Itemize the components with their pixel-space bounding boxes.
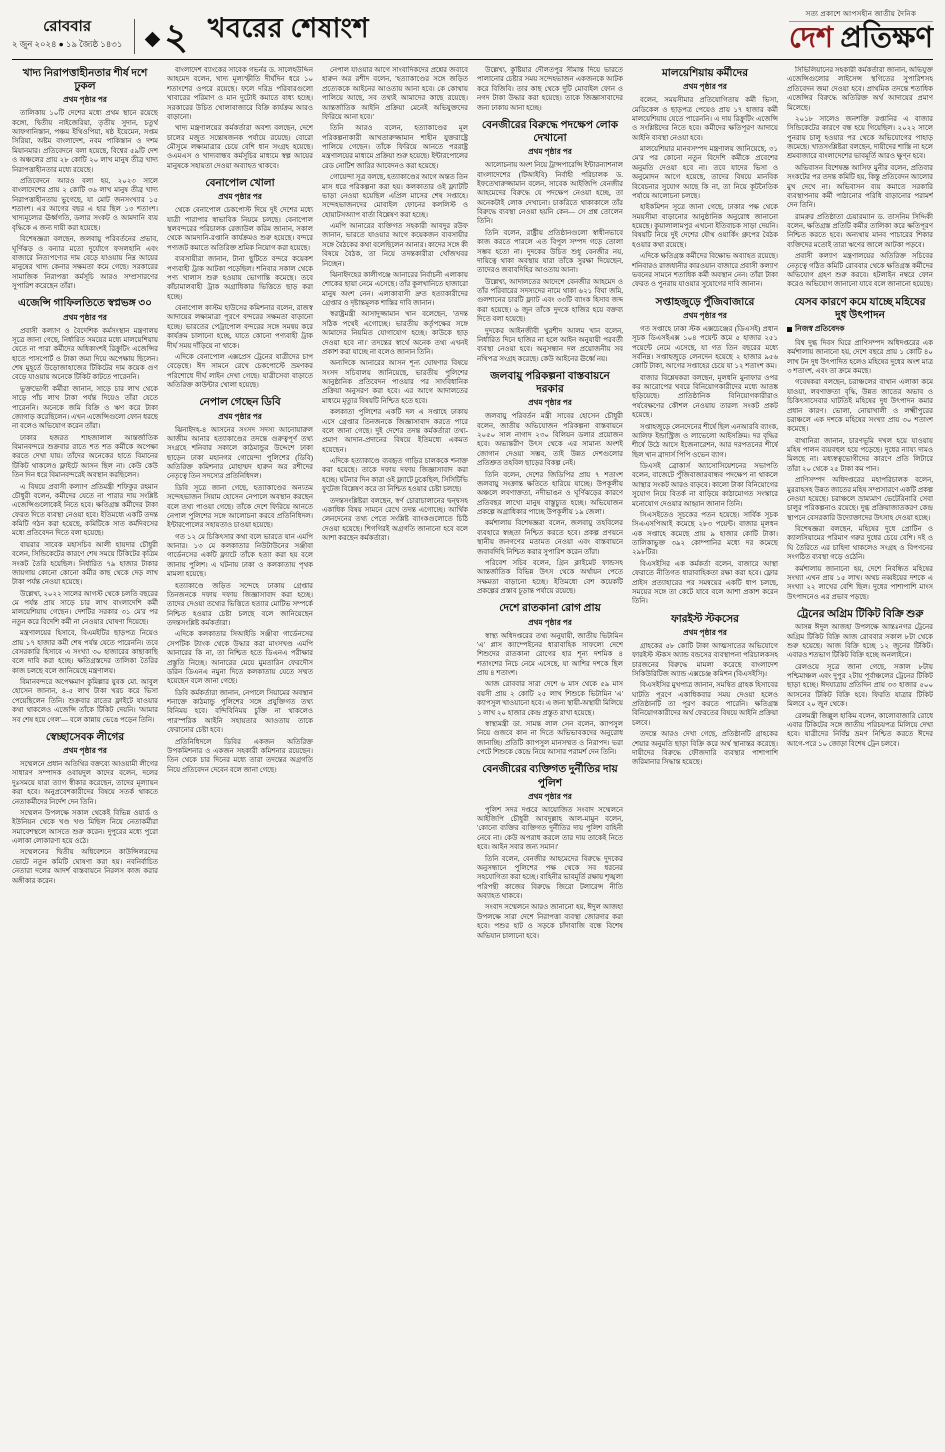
article-paragraph: বিশেষজ্ঞরা বলছেন, জলবায়ু পরিবর্তনের প্রভাব, ঘূর্ণিঝড় ও বন্যার মতো দুর্যোগে ফসলহানি এবং বাজারে নিত্যপণ্যের দাম বেড়ে যাওয়ায় নিম্ন আয়ের মানুষের খাদ্য কেনার সক্ষমতা কমে গেছে। সরকারের সামাজিক নিরাপত্তা কর্মসূচি আরও সম্প্রসারণের সুপারিশ করেছেন তাঁরা। <box>12 235 158 290</box>
article-paragraph: তিনি আরও বলেন, হত্যাকাণ্ডের মূল পরিকল্পনাকারী আখতারুজ্জামান শাহীন যুক্তরাষ্ট্রে পালিয়ে গেছেন। তাঁকে ফিরিয়ে আনতে পররাষ্ট্র মন্ত্রণালয়ের মাধ্যমে প্রক্রিয়া শুরু হয়েছে। ইন্টারপোলের রেড নোটিশ জারির আবেদনও করা হয়েছে। <box>322 124 468 170</box>
weekday-label: রোববার <box>43 18 92 35</box>
continued-from-label: প্রথম পৃষ্ঠার পর <box>528 147 572 157</box>
article-paragraph: রামরুর প্রতিষ্ঠাতা চেয়ারম্যান ড. তাসনিম সিদ্দিকী বলেন, ক্ষতিগ্রস্ত প্রতিটি কর্মীর তালিকা করে ক্ষতিপূরণ নিশ্চিত করতে হবে। অন্যথায় মানব পাচারের শিকার ব্যক্তিদের মতোই তারা ঋণের জালে আটকা পড়বে। <box>787 212 933 249</box>
article-paragraph: এদিকে ক্ষতিগ্রস্ত কর্মীদের বিক্ষোভ অব্যাহত রয়েছে। শনিবারও রাজধানীর কারওয়ান বাজারে প্রবাসী কল্যাণ ভবনের সামনে শতাধিক কর্মী অবস্থান নেন। তাঁরা টাকা ফেরত ও পুনরায় যাওয়ার সুযোগের দাবি জানান। <box>632 252 778 289</box>
article-paragraph: বিমানবন্দরে অপেক্ষমাণ কুমিল্লার যুবক মো. আবুল হোসেন জানান, ৪-৫ লাখ টাকা খরচ করে ভিসা পেয়েছিলেন তিনি। শুক্রবার রাতের ফ্লাইটে যাওয়ার কথা থাকলেও এজেন্সি তাঁকে টিকিট দেয়নি। 'আমার সব শেষ হয়ে গেল'— বলে কান্নায় ভেঙে পড়েন তিনি। <box>12 678 158 724</box>
column-1 <box>12 66 158 1438</box>
article-paragraph: এমপি আনারের ব্যক্তিগত সহকারী আবদুর রউফ জানান, ভারতে যাওয়ার আগে কয়েকজন ব্যবসায়ীর সঙ্গে বৈঠকের কথা বলেছিলেন আনার। কাদের সঙ্গে কী বিষয়ে বৈঠক, তা নিয়ে তদন্তকারীরা খোঁজখবর নিচ্ছেন। <box>322 222 468 268</box>
article-paragraph: আলোচনায় অংশ নিয়ে ট্রান্সপারেন্সি ইন্টারন্যাশনাল বাংলাদেশের (টিআইবি) নির্বাহী পরিচালক ড. ইফতেখারুজ্জামান বলেন, সাবেক আইজিপি বেনজীর আহমেদের বিরুদ্ধে যে পদক্ষেপ নেওয়া হচ্ছে, তা অনেকটাই লোক দেখানো। চাকরিতে থাকাকালে তাঁর বিরুদ্ধে ব্যবস্থা নেওয়া হয়নি কেন— সে প্রশ্ন তোলেন তিনি। <box>477 161 623 226</box>
masthead-tagline: সত্য প্রকাশে আপসহীন জাতীয় দৈনিক <box>789 8 933 22</box>
continued-from-label: প্রথম পৃষ্ঠার পর <box>528 398 572 408</box>
article <box>12 67 158 291</box>
article-paragraph: মালয়েশিয়ার মানবসম্পদ মন্ত্রণালয় জানিয়েছে, ৩১ মে'র পর কোনো নতুন বিদেশি কর্মীকে প্রবেশের অনুমতি দেওয়া হবে না। তবে যাদের ভিসা ও অনুমোদন আগে হয়েছে, তাদের বিষয়ে মানবিক বিবেচনার সুযোগ আছে কি না, তা নিয়ে কূটনৈতিক পর্যায়ে আলোচনা চলছে। <box>632 145 778 200</box>
continued-from-label: প্রথম পৃষ্ঠার পর <box>528 617 572 627</box>
article-paragraph: উল্লেখ্য, ২০২২ সালের আগস্ট থেকে চলতি বছরের মে পর্যন্ত প্রায় সাড়ে চার লাখ বাংলাদেশি কর্মী মালয়েশিয়ায় গেছেন। দেশটির সরকার ৩১ মে'র পর নতুন করে বিদেশি কর্মী না নেওয়ার ঘোষণা দিয়েছে। <box>12 589 158 626</box>
article-headline: বেনজীরের বিরুদ্ধে পদক্ষেপ লোক দেখানো <box>481 119 619 144</box>
article-headline: খাদ্য নিরাপত্তাহীনতার শীর্ষ দশে ঢুকল <box>22 68 148 93</box>
article-paragraph: এদিকে কলকাতার সিআইডি সঞ্জীবা গার্ডেনসের সেপটিক ট্যাংক থেকে উদ্ধার করা মাংসখণ্ড এমপি আনারের কি না, তা নিশ্চিত হতে ডিএনএ পরীক্ষার প্রস্তুতি নিচ্ছে। আনারের মেয়ে মুমতারিন ফেরদৌস ডরিন ডিএনএ নমুনা দিতে কলকাতায় যেতে সম্মত হয়েছেন বলে জানা গেছে। <box>167 630 313 686</box>
columns-container <box>12 60 933 1438</box>
article-paragraph: বিশ্ব দুগ্ধ দিবস ঘিরে প্রাণিসম্পদ অধিদপ্তরের এক কর্মশালায় জানানো হয়, দেশে বছরে প্রায় ১ কোটি ৪০ লাখ টন দুধ উৎপাদিত হলেও মহিষের দুধের অংশ মাত্র ৩ শতাংশ, এবং তা ক্রমে কমছে। <box>787 338 933 375</box>
article-paragraph: ২০১৮ সালেও জনশক্তি রপ্তানির এ বাজার সিন্ডিকেটের কারণে বন্ধ হয়ে গিয়েছিল। ২০২২ সালে পুনরায় চালু হওয়ার পর থেকে অভিযোগের পাহাড় জমেছে। খাতসংশ্লিষ্টরা বলছেন, দায়ীদের শাস্তি না হলে শ্রমবাজারে বাংলাদেশের ভাবমূর্তি আরও ক্ষুণ্ন হবে। <box>787 114 933 161</box>
article <box>12 731 158 886</box>
article-paragraph: এদিকে বেনাপোল এক্সপ্রেস ট্রেনের যাত্রীদের চাপ বেড়েছে। ঈদ সামনে রেখে চেকপোস্টে ভ্রমণকর পরিশোধে দীর্ঘ লাইন দেখা গেছে। যাত্রীসেবা বাড়াতে অতিরিক্ত কাউন্টার খোলা হয়েছে। <box>167 352 313 389</box>
article-paragraph: ঢাকার হজরত শাহজালাল আন্তর্জাতিক বিমানবন্দরে শুক্রবার রাতে শত শত কর্মীকে অপেক্ষা করতে দেখা যায়। তাঁদের অনেকের হাতে বিমানের টিকিট থাকলেও ফ্লাইটে আসন ছিল না। কেউ কেউ তিন দিন ধরে বিমানবন্দরেই অবস্থান করছিলেন। <box>12 433 158 480</box>
date-line: ২ জুন ২০২৪ ● ১৯ জ্যৈষ্ঠ ১৪৩১ <box>12 39 123 49</box>
article-paragraph: প্রাণিসম্পদ অধিদপ্তরের মহাপরিচালক বলেন, মুররাহসহ উন্নত জাতের মহিষ সম্প্রসারণে একটি প্রকল্প নেওয়া হয়েছে। চরাঞ্চলে ভ্রাম্যমাণ ভেটেরিনারি সেবা চালুর পরিকল্পনাও রয়েছে। দুগ্ধ প্রক্রিয়াজাতকরণ কেন্দ্র স্থাপনে বেসরকারি উদ্যোক্তাদের উৎসাহ দেওয়া হচ্ছে। <box>787 476 933 522</box>
article-paragraph: প্রতিবেদনে আরও বলা হয়, ২০২৩ সালে বাংলাদেশের প্রায় ২ কোটি ৩৬ লাখ মানুষ তীব্র খাদ্য নিরাপত্তাহীনতায় ভুগেছে, যা মোট জনসংখ্যার ১৫ শতাংশ। এর আগের বছর এ হার ছিল ১৩ শতাংশ। খাদ্যমূল্যের ঊর্ধ্বগতি, ডলার সংকট ও আমদানি ব্যয় বৃদ্ধিকে এ জন্য দায়ী করা হয়েছে। <box>12 176 158 232</box>
article <box>632 613 778 768</box>
article-paragraph: আসন্ন ঈদুল আজহা উপলক্ষে আন্তঃনগর ট্রেনের অগ্রিম টিকিট বিক্রি আজ রোববার সকাল ৮টা থেকে শুরু হয়েছে। আজ বিক্রি হচ্ছে ১২ জুনের টিকিট। এবারও শতভাগ টিকিট বিক্রি হচ্ছে অনলাইনে। <box>787 623 933 660</box>
byline-text: নিজস্ব প্রতিবেদক <box>795 323 845 333</box>
column-2 <box>167 66 313 1438</box>
article-paragraph: বিশেষজ্ঞরা বলছেন, মহিষের দুধে প্রোটিন ও ক্যালসিয়ামের পরিমাণ গরুর দুধের চেয়ে বেশি। দই ও ঘি তৈরিতে এর চাহিদা থাকলেও সংগ্রহ ও বিপণনের সংগঠিত ব্যবস্থা গড়ে ওঠেনি। <box>787 525 933 562</box>
article <box>477 602 623 757</box>
article-paragraph: গ্রাহকের ৫৮ কোটি টাকা আত্মসাতের অভিযোগে ফারইস্ট স্টকস অ্যান্ড বন্ডসের ব্যবস্থাপনা পরিচালকসহ চারজনের বিরুদ্ধে মামলা করেছে বাংলাদেশ সিকিউরিটিজ অ্যান্ড এক্সচেঞ্জ কমিশন (বিএসইসি)। <box>632 641 778 678</box>
article-paragraph: বলেন, সময়সীমার প্রতিযোগিতায় কর্মী ভিসা, মেডিকেল ও ছাড়পত্র পেয়েও প্রায় ১৭ হাজার কর্মী মালয়েশিয়ায় যেতে পারেননি। এ দায় রিক্রুটিং এজেন্সি ও সংশ্লিষ্টদের নিতে হবে। কর্মীদের ক্ষতিপূরণ আদায়ে আইনি ব্যবস্থা নেওয়া হবে। <box>632 96 778 142</box>
byline <box>787 324 933 336</box>
article-paragraph: হাইকমিশন সূত্রে জানা গেছে, ঢাকার পক্ষ থেকে সময়সীমা বাড়ানোর আনুষ্ঠানিক অনুরোধ জানানো হয়েছে। কুয়ালালামপুর এখনো ইতিবাচক সাড়া দেয়নি। বিষয়টি নিয়ে দুই দেশের যৌথ ওয়ার্কিং গ্রুপের বৈঠক হওয়ার কথা রয়েছে। <box>632 203 778 249</box>
article-headline: যেসব কারণে কমে যাচ্ছে মহিষের দুধ উৎপাদন <box>794 296 926 321</box>
masthead <box>789 8 933 54</box>
article-paragraph: কর্মশালায় জানানো হয়, দেশে নিবন্ধিত মহিষের সংখ্যা এখন প্রায় ১৫ লাখ। অথচ নব্বইয়ের দশকে এ সংখ্যা ২২ লাখের বেশি ছিল। দুধের পাশাপাশি মাংস উৎপাদনেও এর প্রভাব পড়ছে। <box>787 564 933 601</box>
article-paragraph: তিনি বলেন, দেশের জিডিপির প্রায় ৭ শতাংশ জলবায়ু সংক্রান্ত ক্ষতিতে হারিয়ে যাচ্ছে। উপকূলীয় অঞ্চলে লবণাক্ততা, নদীভাঙন ও ঘূর্ণিঝড়ের কারণে প্রতিবছর লাখো মানুষ বাস্তুচ্যুত হচ্ছে। অভিযোজন প্রকল্পে অগ্রাধিকার পাচ্ছে উপকূলীয় ১৯ জেলা। <box>477 470 623 516</box>
article-headline: এজেন্সি গাফিলতিতে স্বপ্নভঙ্গ ৩০ <box>18 298 152 310</box>
article-paragraph: খাদ্য মন্ত্রণালয়ের কর্মকর্তারা অবশ্য বলছেন, দেশে চালের মজুত সন্তোষজনক পর্যায়ে রয়েছে। বোরো মৌসুমে লক্ষ্যমাত্রার চেয়ে বেশি ধান সংগ্রহ হয়েছে। ওএমএস ও খাদ্যবান্ধব কর্মসূচির মাধ্যমে স্বল্প আয়ের মানুষকে সহায়তা দেওয়া অব্যাহত থাকবে। <box>167 124 313 170</box>
masthead-title <box>789 24 933 53</box>
article-paragraph: মন্ত্রণালয়ের হিসাবে, বিএমইটির ছাড়পত্র নিয়েও প্রায় ১৭ হাজার কর্মী শেষ পর্যন্ত যেতে পারেননি। তবে বেসরকারি হিসাবে এ সংখ্যা ৩০ হাজারের কাছাকাছি বলে দাবি করা হচ্ছে। ক্ষতিগ্রস্তদের তালিকা তৈরির কাজ চলছে বলে জানিয়েছে মন্ত্রণালয়। <box>12 629 158 675</box>
article-paragraph: নেপাল যাওয়ার আগে সাংবাদিকদের প্রশ্নের জবাবে হারুন অর রশীদ বলেন, 'হত্যাকাণ্ডের সঙ্গে জড়িত প্রত্যেককে আইনের আওতায় আনা হবে। কে কোথায় পালিয়ে আছে, সব তথ্যই আমাদের কাছে রয়েছে। আন্তর্জাতিক আইনি প্রক্রিয়া মেনেই অভিযুক্তদের ফিরিয়ে আনা হবে।' <box>322 66 468 121</box>
article-paragraph: বাথানিরা জানান, চারণভূমি দখল হয়ে যাওয়ায় মহিষ পালন ব্যয়বহুল হয়ে পড়েছে। দুধের ন্যায্য দামও মিলছে না। মধ্যস্বত্বভোগীদের কারণে প্রতি লিটারে তাঁরা ২০ থেকে ২৫ টাকা কম পান। <box>787 436 933 473</box>
continued-from-label: প্রথম পৃষ্ঠার পর <box>218 192 262 202</box>
article-paragraph: জলবায়ু পরিবর্তন মন্ত্রী সাবের হোসেন চৌধুরী বলেন, জাতীয় অভিযোজন পরিকল্পনা বাস্তবায়নে ২০৫০ সাল নাগাদ ২৩০ বিলিয়ন ডলার প্রয়োজন হবে। অভ্যন্তরীণ উৎস থেকে এর সামান্য অংশই জোগান দেওয়া সম্ভব, তাই উন্নত দেশগুলোর প্রতিশ্রুত তহবিল ছাড়ের বিকল্প নেই। <box>477 412 623 468</box>
article-paragraph: গবেষকরা বলছেন, চরাঞ্চলের বাথান এলাকা কমে যাওয়া, লবণাক্ততা বৃদ্ধি, উন্নত জাতের অভাব ও চিকিৎসাসেবার ঘাটতিই মহিষের দুধ উৎপাদন কমার প্রধান কারণ। ভোলা, নোয়াখালী ও লক্ষ্মীপুরের চরাঞ্চলে এক দশকে মহিষের সংখ্যা প্রায় ৩০ শতাংশ কমেছে। <box>787 378 933 434</box>
article-paragraph: স্বাস্থ্যমন্ত্রী ডা. সামন্ত লাল সেন বলেন, ক্যাপসুল নিয়ে গুজবে কান না দিতে অভিভাবকদের অনুরোধ জানাচ্ছি। প্রতিটি ক্যাপসুল মানসম্মত ও নিরাপদ। ভরা পেটে শিশুকে কেন্দ্রে নিয়ে আসার পরামর্শ দেন তিনি। <box>477 719 623 756</box>
article-paragraph: তালিকায় ১০টি দেশের মধ্যে প্রথম স্থানে রয়েছে কঙ্গো, দ্বিতীয় নাইজেরিয়া, তৃতীয় সুদান, চতুর্থ আফগানিস্তান, পঞ্চম ইথিওপিয়া, ষষ্ঠ ইয়েমেন, সপ্তম সিরিয়া, অষ্টম বাংলাদেশ, নবম পাকিস্তান ও দশম মিয়ানমার। প্রতিবেদনে বলা হয়েছে, বিশ্বের ৫৯টি দেশ ও অঞ্চলের প্রায় ২৮ কোটি ২০ লাখ মানুষ তীব্র খাদ্য নিরাপত্তাহীনতার মধ্যে রয়েছে। <box>12 109 158 174</box>
column-4 <box>477 66 623 1438</box>
article-headline: বেনাপোল খোলা <box>205 178 275 190</box>
article-paragraph: থেকে বেনাপোল চেকপোস্ট দিয়ে দুই দেশের মধ্যে যাত্রী পারাপার স্বাভাবিক নিয়মে চলছে। বেনাপোল স্থলবন্দরের পরিচালক রেজাউল করিম জানান, সকাল থেকে আমদানি-রপ্তানি কার্যক্রমও শুরু হয়েছে। বন্দরে পণ্যজট কমাতে অতিরিক্ত শ্রমিক নিয়োগ করা হয়েছে। <box>167 206 313 252</box>
article-paragraph: রেলমন্ত্রী জিল্লুল হাকিম বলেন, কালোবাজারি রোধে এবার টিকিটের সঙ্গে জাতীয় পরিচয়পত্র মিলিয়ে দেখা হবে। যাত্রীদের নির্বিঘ্ন ভ্রমণ নিশ্চিত করতে ঈদের আগে-পরে ১০ জোড়া বিশেষ ট্রেন চলবে। <box>787 711 933 748</box>
article-paragraph: তদন্তসংশ্লিষ্টরা বলছেন, স্বর্ণ চোরাচালানের দ্বন্দ্বসহ একাধিক বিষয় সামনে রেখে তদন্ত এগোচ্ছে। আর্থিক লেনদেনের তথ্য পেতে সংশ্লিষ্ট ব্যাংকগুলোতে চিঠি দেওয়া হয়েছে। শিগগিরই অগ্রগতি জানানো হবে বলে আশা করছেন কর্মকর্তারা। <box>322 496 468 542</box>
masthead-title-word1: দেশ <box>788 22 834 54</box>
article-paragraph: বাজার বিশ্লেষকরা বলছেন, মূলধনি মুনাফার ওপর কর আরোপের খবরে বিনিয়োগকারীদের মধ্যে আতঙ্ক ছড়িয়েছে। প্রাতিষ্ঠানিক বিনিয়োগকারীরাও পর্যবেক্ষণের কৌশল নেওয়ায় তারল্য সংকট প্রকট হয়েছে। <box>632 373 778 420</box>
article-paragraph: গত সপ্তাহে ঢাকা স্টক এক্সচেঞ্জের (ডিএসই) প্রধান সূচক ডিএসইএক্স ১০৪ পয়েন্ট কমে ৫ হাজার ২৫১ পয়েন্টে নেমে এসেছে, যা গত তিন বছরের মধ্যে সর্বনিম্ন। সপ্তাহজুড়ে লেনদেন হয়েছে ২ হাজার ৯৫৬ কোটি টাকা, আগের সপ্তাহের চেয়ে যা ১২ শতাংশ কম। <box>632 324 778 371</box>
article-continuation <box>167 66 313 171</box>
article-paragraph: ডিবি সূত্রে জানা গেছে, হত্যাকাণ্ডের অন্যতম সন্দেহভাজন সিয়াম হোসেন নেপালে অবস্থান করছেন বলে তথ্য পাওয়া গেছে। তাঁকে দেশে ফিরিয়ে আনতে নেপাল পুলিশের সঙ্গে আলোচনা করবে প্রতিনিধিদল। ইন্টারপোলের সহায়তাও চাওয়া হয়েছে। <box>167 483 313 530</box>
article-continuation <box>787 66 933 290</box>
article-paragraph: প্রবাসী কল্যাণ মন্ত্রণালয়ের অতিরিক্ত সচিবের নেতৃত্বে গঠিত কমিটি রোববার থেকে ক্ষতিগ্রস্ত কর্মীদের অভিযোগ গ্রহণ শুরু করবে। হটলাইন নম্বরে ফোন করেও অভিযোগ জানানো যাবে বলে জানানো হয়েছে। <box>787 252 933 289</box>
article-paragraph: অন্যদিকে আনারের আসন শূন্য ঘোষণার বিষয়ে সংসদ সচিবালয় জানিয়েছে, ভারতীয় পুলিশের আনুষ্ঠানিক প্রতিবেদন পাওয়ার পর সাংবিধানিক প্রক্রিয়া অনুসরণ করা হবে। এর আগে আদালতের মাধ্যমে মৃত্যুর বিষয়টি নিশ্চিত হতে হবে। <box>322 359 468 405</box>
article-paragraph: ডিবি কর্মকর্তারা জানান, নেপালে সিয়ামের অবস্থান শনাক্তে কাঠমান্ডু পুলিশের সঙ্গে প্রযুক্তিগত তথ্য বিনিময় হবে। বন্দিবিনিময় চুক্তি না থাকলেও পারস্পরিক আইনি সহায়তার আওতায় তাকে ফেরানোর চেষ্টা হবে। <box>167 688 313 735</box>
article-paragraph: এদিকে হত্যাকাণ্ডে ব্যবহৃত গাড়ির চালককে শনাক্ত করা হয়েছে। তাকে দফায় দফায় জিজ্ঞাসাবাদ করা হচ্ছে। ঘটনার দিন কারা ওই ফ্ল্যাটে ঢুকেছিল, সিসিটিভি ফুটেজ বিশ্লেষণ করে তা নিশ্চিত হওয়ার চেষ্টা চলছে। <box>322 457 468 494</box>
article-paragraph: এ বিষয়ে প্রবাসী কল্যাণ প্রতিমন্ত্রী শফিকুর রহমান চৌধুরী বলেন, কর্মীদের যেতে না পারার দায় সংশ্লিষ্ট এজেন্সিগুলোকেই নিতে হবে। ক্ষতিগ্রস্ত কর্মীদের টাকা ফেরত দিতে ব্যবস্থা নেওয়া হবে। ইতিমধ্যে একটি তদন্ত কমিটি গঠন করা হয়েছে, কমিটিকে সাত কর্মদিবসের মধ্যে প্রতিবেদন দিতে বলা হয়েছে। <box>12 482 158 538</box>
article-paragraph: বেনাপোল কাস্টম হাউসের কমিশনার বলেন, রাজস্ব আদায়ের লক্ষ্যমাত্রা পূরণে বন্দরের সক্ষমতা বাড়ানো হচ্ছে। ভারতের পেট্রাপোল বন্দরের সঙ্গে সমন্বয় করে কার্যক্রম চালানো হচ্ছে, যাতে কোনো পণ্যবাহী ট্রাক দীর্ঘ সময় দাঁড়িয়ে না থাকে। <box>167 304 313 350</box>
article-paragraph: রেলওয়ে সূত্রে জানা গেছে, সকাল ৮টায় পশ্চিমাঞ্চল এবং দুপুর ২টায় পূর্বাঞ্চলের ট্রেনের টিকিট ছাড়া হচ্ছে। ঈদযাত্রায় প্রতিদিন প্রায় ৩৩ হাজার ৫০০ আসনের টিকিট বিক্রি হবে। ফিরতি যাত্রার টিকিট মিলবে ২০ জুন থেকে। <box>787 662 933 709</box>
article-headline: দেশে রাতকানা রোগ প্রায় <box>499 603 601 615</box>
article-paragraph: হত্যাকাণ্ডে জড়িত সন্দেহে ঢাকায় গ্রেপ্তার তিনজনকে দফায় দফায় জিজ্ঞাসাবাদ করা হচ্ছে। তাদের দেওয়া তথ্যের ভিত্তিতে হত্যার মোটিভ সম্পর্কে নিশ্চিত হওয়ার চেষ্টা চলছে বলে জানিয়েছেন তদন্তসংশ্লিষ্ট কর্মকর্তারা। <box>167 581 313 627</box>
article <box>632 67 778 290</box>
article <box>477 763 623 941</box>
article-paragraph: প্রতিনিধিদলে ডিবির একজন অতিরিক্ত উপকমিশনার ও একজন সহকারী কমিশনার রয়েছেন। তিন থেকে চার দিনের মধ্যে তারা তদন্তের অগ্রগতি নিয়ে প্রতিবেদন দেবেন বলে জানা গেছে। <box>167 737 313 774</box>
article-paragraph: সম্মেলন উপলক্ষে সকাল থেকেই বিভিন্ন ওয়ার্ড ও ইউনিয়ন থেকে খণ্ড খণ্ড মিছিল নিয়ে নেতাকর্মীরা সমাবেশস্থলে আসতে শুরু করেন। দুপুরের মধ্যে পুরো এলাকা লোকারণ্য হয়ে ওঠে। <box>12 808 158 845</box>
article-paragraph: দুদকের আইনজীবী খুরশীদ আলম খান বলেন, নির্ধারিত দিনে হাজির না হলে আইন অনুযায়ী পরবর্তী ব্যবস্থা নেওয়া হবে। অনুসন্ধান দল প্রয়োজনীয় সব নথিপত্র সংগ্রহ করেছে। কেউ আইনের ঊর্ধ্বে নয়। <box>477 326 623 363</box>
continued-from-label: প্রথম পৃষ্ঠার পর <box>528 791 572 801</box>
article-paragraph: বাংলাদেশ ব্যাংকের সাবেক গভর্নর ড. সালেহউদ্দিন আহমেদ বলেন, খাদ্য মূল্যস্ফীতি দীর্ঘদিন ধরে ১০ শতাংশের ওপরে রয়েছে। ফলে দরিদ্র পরিবারগুলো খাবারের পরিমাণ ও মান দুটোই কমাতে বাধ্য হচ্ছে। সরকারের উচিত খোলাবাজারে বিক্রি কার্যক্রম আরও বাড়ানো। <box>167 66 313 121</box>
masthead-title-word2: প্রতিক্ষণ <box>840 22 933 54</box>
article-paragraph: পরিবেশ সচিব বলেন, গ্রিন ক্লাইমেট ফান্ডসহ আন্তর্জাতিক বিভিন্ন উৎস থেকে অর্থায়ন পেতে সক্ষমতা বাড়ানো হচ্ছে। ইতিমধ্যে বেশ কয়েকটি প্রকল্পের প্রস্তাব চূড়ান্ত পর্যায়ে রয়েছে। <box>477 558 623 595</box>
article-paragraph: ডিএসই ব্রোকার্স অ্যাসোসিয়েশনের সভাপতি বলেন, বাজেটে পুঁজিবাজারবান্ধব পদক্ষেপ না থাকলে আস্থার সংকট আরও বাড়বে। কালো টাকা বিনিয়োগের সুযোগ নিয়ে বিতর্ক না বাড়িয়ে কাঠামোগত সংস্কারে মনোযোগ দেওয়ার আহ্বান জানান তিনি। <box>632 462 778 508</box>
article-headline: ট্রেনের অগ্রিম টিকিট বিক্রি শুরু <box>796 609 924 620</box>
article-paragraph: সম্মেলনের দ্বিতীয় অধিবেশনে কাউন্সিলরদের ভোটে নতুন কমিটি ঘোষণা করা হয়। নবনির্বাচিত নেতারা দলের আদর্শ বাস্তবায়নে নিরলস কাজ করার অঙ্গীকার করেন। <box>12 848 158 885</box>
ornament-icon <box>145 32 161 48</box>
article-paragraph: তদন্তে আরও দেখা গেছে, প্রতিষ্ঠানটি গ্রাহকের শেয়ার অনুমতি ছাড়া বিক্রি করে অর্থ স্থানান্তর করেছে। দায়ীদের বিরুদ্ধে ফৌজদারি ব্যবস্থার পাশাপাশি জরিমানার সিদ্ধান্ত হয়েছে। <box>632 730 778 767</box>
article-paragraph: বিএসইসির এক কর্মকর্তা বলেন, বাজারে আস্থা ফেরাতে নীতিগত ধারাবাহিকতা রক্ষা করা হবে। ফ্লোর প্রাইস প্রত্যাহারের পর সমন্বয়ের একটি ধাপ চলছে, সময়ের সঙ্গে তা কেটে যাবে বলে আশা প্রকাশ করেন তিনি। <box>632 559 778 606</box>
article-paragraph: অভিবাসন বিশেষজ্ঞ আসিফ মুনীর বলেন, প্রতিবার সংকটের পর তদন্ত কমিটি হয়, কিন্তু প্রতিবেদন আলোর মুখ দেখে না। অভিবাসন ব্যয় কমাতে সরকারি ব্যবস্থাপনায় কর্মী পাঠানোর পরিধি বাড়ানোর পরামর্শ দেন তিনি। <box>787 163 933 210</box>
continued-from-label: প্রথম পৃষ্ঠার পর <box>63 746 107 755</box>
article-paragraph: ভুক্তভোগী কর্মীরা জানান, সাড়ে চার লাখ থেকে সাড়ে পাঁচ লাখ টাকা পর্যন্ত দিয়েও তাঁরা যেতে পারেননি। অনেকে জমি বিক্রি ও ঋণ করে টাকা জোগাড় করেছিলেন। এখন এজেন্সিগুলো ফোন ধরছে না বলেও অভিযোগ করেন তাঁরা। <box>12 384 158 431</box>
article <box>477 370 623 596</box>
article-paragraph: উল্লেখ্য, আদালতের আদেশে বেনজীর আহমেদ ও তাঁর পরিবারের সদস্যদের নামে থাকা ৬২১ বিঘা জমি, গুলশানের চারটি ফ্ল্যাট এবং ৩৩টি ব্যাংক হিসাব জব্দ করা হয়েছে। ৬ জুন তাঁকে দুদকে হাজির হয়ে বক্তব্য দিতে বলা হয়েছে। <box>477 277 623 324</box>
page-number-block <box>147 17 188 58</box>
article-paragraph: ঝিনাইদহের কালীগঞ্জে আনারের নির্বাচনী এলাকায় শোকের ছায়া নেমে এসেছে। তাঁর কুলখানিতে হাজারো মানুষ অংশ নেন। এলাকাবাসী দ্রুত হত্যাকারীদের গ্রেপ্তার ও দৃষ্টান্তমূলক শাস্তির দাবি জানান। <box>322 270 468 307</box>
article-headline: সপ্তাহজুড়ে পুঁজিবাজারে <box>655 296 755 308</box>
article <box>787 608 933 749</box>
article-paragraph: আজ রোববার সারা দেশে ৬ মাস থেকে ৫৯ মাস বয়সী প্রায় ২ কোটি ২৫ লাখ শিশুকে ভিটামিন 'এ' ক্যাপসুল খাওয়ানো হবে। এ জন্য স্থায়ী-অস্থায়ী মিলিয়ে ১ লাখ ২০ হাজার কেন্দ্র প্রস্তুত রাখা হয়েছে। <box>477 680 623 717</box>
article-paragraph: গোয়েন্দা সূত্র বলছে, হত্যাকাণ্ডের আগে অন্তত তিন মাস ধরে পরিকল্পনা করা হয়। কলকাতার ওই ফ্ল্যাটটি ভাড়া নেওয়া হয়েছিল এপ্রিল মাসের শেষ সপ্তাহে। সন্দেহভাজনদের মোবাইল ফোনের কললিস্ট ও হোয়াটসঅ্যাপ বার্তা বিশ্লেষণ করা হচ্ছে। <box>322 173 468 219</box>
column-6 <box>787 66 933 1438</box>
article-paragraph: উল্লেখ্য, কুষ্টিয়ার দৌলতপুর সীমান্ত দিয়ে ভারতে পালানোর চেষ্টার সময় সন্দেহভাজন একজনকে আটক করে বিজিবি। তার কাছ থেকে দুটি মোবাইল ফোন ও নগদ টাকা উদ্ধার করা হয়েছে। তাকে জিজ্ঞাসাবাদের জন্য ঢাকায় আনা হচ্ছে। <box>477 66 623 112</box>
article-headline: মালয়েশিয়ায় কর্মীদের <box>661 68 749 79</box>
article-paragraph: স্বরাষ্ট্রমন্ত্রী আসাদুজ্জামান খান বলেছেন, 'তদন্ত সঠিক পথেই এগোচ্ছে। ভারতীয় কর্তৃপক্ষের সঙ্গে আমাদের নিয়মিত যোগাযোগ হচ্ছে। কাউকে ছাড় দেওয়া হবে না।' তদন্তের স্বার্থে অনেক তথ্য এখনই প্রকাশ করা যাচ্ছে না বলেও জানান তিনি। <box>322 310 468 356</box>
article-continuation <box>322 66 468 543</box>
byline-bullet-icon <box>787 327 792 332</box>
continued-from-label: প্রথম পৃষ্ঠার পর <box>218 411 262 421</box>
article <box>477 119 623 364</box>
section-title: খবরের শেষাংশ <box>207 13 370 43</box>
article-paragraph: সিভিলিয়ানের সহকারী কর্মকর্তারা জানান, অভিযুক্ত এজেন্সিগুলোর লাইসেন্স স্থগিতের সুপারিশসহ প্রতিবেদন জমা দেওয়া হবে। প্রাথমিক তদন্তে শতাধিক এজেন্সির বিরুদ্ধে অতিরিক্ত অর্থ আদায়ের প্রমাণ মিলেছে। <box>787 66 933 112</box>
page-header <box>12 8 933 60</box>
continued-from-label: প্রথম পৃষ্ঠার পর <box>683 82 727 92</box>
article-headline: ফারইস্ট স্টকসের <box>671 613 739 625</box>
article <box>167 177 313 390</box>
continued-from-label: প্রথম পৃষ্ঠার পর <box>63 312 107 322</box>
article-paragraph: তিনি বলেন, রাষ্ট্রীয় প্রতিষ্ঠানগুলো স্বাধীনভাবে কাজ করতে পারলে এত বিপুল সম্পদ গড়ে তোলা সম্ভব হতো না। দুদকের উচিত শুধু বেনজীর নয়, দায়িত্বে থাকা অবস্থায় যারা তাঁকে সুরক্ষা দিয়েছেন, তাদেরও জবাবদিহির আওতায় আনা। <box>477 228 623 275</box>
page-number: ২ <box>164 17 188 58</box>
article-paragraph: সপ্তাহজুড়ে লেনদেনের শীর্ষে ছিল এনআরবি ব্যাংক, আলিফ ইন্ডাস্ট্রিজ ও লাভেলো আইসক্রিম। দর বৃদ্ধির শীর্ষে উঠে আসে ইজেনারেশন, আর দরপতনের শীর্ষে ছিল খান ব্রাদার্স পিপি ওভেন ব্যাগ। <box>632 422 778 459</box>
article-paragraph: সম্মেলনে প্রধান অতিথির বক্তব্যে আওয়ামী লীগের সাধারণ সম্পাদক ওবায়দুল কাদের বলেন, দলের দুঃসময়ে যারা ত্যাগ স্বীকার করেছেন, তাদের মূল্যায়ন করা হবে। অনুপ্রবেশকারীদের বিষয়ে সতর্ক থাকতে নেতাকর্মীদের নির্দেশ দেন তিনি। <box>12 760 158 806</box>
column-5 <box>632 66 778 1438</box>
article <box>787 296 933 602</box>
continued-from-label: প্রথম পৃষ্ঠার পর <box>683 310 727 320</box>
article-paragraph: পুলিশ সদর দপ্তরে আয়োজিত সংবাদ সম্মেলনে আইজিপি চৌধুরী আবদুল্লাহ আল-মামুন বলেন, 'কোনো ব্যক্তির ব্যক্তিগত দুর্নীতির দায় পুলিশ বাহিনী নেবে না। কেউ অপরাধ করলে তার দায় তাকেই নিতে হবে। আইন সবার জন্য সমান।' <box>477 805 623 852</box>
column-3 <box>322 66 468 1438</box>
article-paragraph: বিএসইসির মুখপাত্র জানান, সমন্বিত গ্রাহক হিসাবের ঘাটতি পূরণে একাধিকবার সময় দেওয়া হলেও প্রতিষ্ঠানটি তা পূরণ করতে পারেনি। ক্ষতিগ্রস্ত বিনিয়োগকারীদের অর্থ ফেরতের বিষয়ে আইনি প্রক্রিয়া চলবে। <box>632 681 778 727</box>
article-headline: স্বেচ্ছাসেবক লীগের <box>45 731 125 743</box>
article-paragraph: কলকাতা পুলিশের একটি দল এ সপ্তাহে ঢাকায় এসে গ্রেপ্তার তিনজনকে জিজ্ঞাসাবাদ করতে পারে বলে জানা গেছে। দুই দেশের তদন্ত কর্মকর্তারা তথ্য-প্রমাণ আদান-প্রদানের বিষয়ে ইতিমধ্যে একমত হয়েছেন। <box>322 408 468 454</box>
article-paragraph: সংবাদ সম্মেলনে আরও জানানো হয়, ঈদুল আজহা উপলক্ষে সারা দেশে নিরাপত্তা ব্যবস্থা জোরদার করা হবে। পশুর হাট ও সড়কে চাঁদাবাজি বন্ধে বিশেষ অভিযান চালানো হবে। <box>477 903 623 940</box>
article-paragraph: প্রবাসী কল্যাণ ও বৈদেশিক কর্মসংস্থান মন্ত্রণালয় সূত্রে জানা গেছে, নির্ধারিত সময়ের মধ্যে মালয়েশিয়ায় যেতে না পারা কর্মীদের অধিকাংশই রিক্রুটিং এজেন্সির হাতে পাসপোর্ট ও টাকা জমা দিয়ে অপেক্ষায় ছিলেন। শেষ মুহূর্তে উড়োজাহাজের টিকিটের দাম কয়েক গুণ বেড়ে যাওয়ায় অনেকে টিকিট কাটতে পারেননি। <box>12 326 158 382</box>
article-paragraph: স্বাস্থ্য অধিদপ্তরের তথ্য অনুযায়ী, জাতীয় ভিটামিন 'এ' প্লাস ক্যাম্পেইনের ধারাবাহিক সাফল্যে দেশে শিশুদের রাতকানা রোগের হার শূন্য দশমিক ৪ শতাংশের নিচে নেমে এসেছে, যা আশির দশকে ছিল প্রায় ৪ শতাংশ। <box>477 631 623 677</box>
article-headline: নেপাল গেছেন ডিবি <box>199 397 281 409</box>
article <box>167 396 313 775</box>
date-block <box>12 19 135 55</box>
article-paragraph: বায়রার সাবেক মহাসচিব আলী হায়দার চৌধুরী বলেন, সিন্ডিকেটের কারণে শেষ সময়ে টিকিটের কৃত্রিম সংকট তৈরি হয়েছিল। নির্ধারিত ৭৯ হাজার টাকার জায়গায় কোনো কোনো কর্মীর কাছ থেকে দেড় লাখ টাকা পর্যন্ত নেওয়া হয়েছে। <box>12 540 158 587</box>
article-paragraph: গত ১২ মে চিকিৎসার কথা বলে ভারতে যান এমপি আনার। ১৩ মে কলকাতার নিউটাউনের সঞ্জীবা গার্ডেনসের একটি ফ্ল্যাটে তাঁকে হত্যা করা হয় বলে জানায় পুলিশ। এ ঘটনায় ঢাকা ও কলকাতায় পৃথক মামলা হয়েছে। <box>167 532 313 579</box>
article <box>12 297 158 725</box>
article-paragraph: ঝিনাইদহ-৪ আসনের সংসদ সদস্য আনোয়ারুল আজীম আনার হত্যাকাণ্ডের তদন্তে গুরুত্বপূর্ণ তথ্য সংগ্রহে শনিবার সকালে কাঠমান্ডুর উদ্দেশে ঢাকা ছাড়েন ঢাকা মহানগর গোয়েন্দা পুলিশের (ডিবি) অতিরিক্ত কমিশনার মোহাম্মদ হারুন অর রশীদের নেতৃত্বে তিন সদস্যের প্রতিনিধিদল। <box>167 425 313 481</box>
article-paragraph: তিনি বলেন, বেনজীর আহমেদের বিরুদ্ধে দুদকের অনুসন্ধানে পুলিশের পক্ষ থেকে সব ধরনের সহযোগিতা করা হচ্ছে। বাহিনীর ভাবমূর্তি রক্ষায় শৃঙ্খলা পরিপন্থী কাজের বিরুদ্ধে জিরো টলারেন্স নীতি অব্যাহত থাকবে। <box>477 854 623 900</box>
continued-from-label: প্রথম পৃষ্ঠার পর <box>63 95 107 105</box>
article-continuation <box>477 66 623 113</box>
article-paragraph: সিএসইতেও সূচকের পতন হয়েছে। সার্বিক সূচক সিএএসপিআই কমেছে ২৮৩ পয়েন্ট। বাজার মূলধন এক সপ্তাহে কমেছে প্রায় ৯ হাজার কোটি টাকা। তালিকাভুক্ত ৩৯২ কোম্পানির মধ্যে দর কমেছে ২৯৮টির। <box>632 510 778 557</box>
article-headline: বেনজীরের ব্যক্তিগত দুর্নীতির দায় পুলিশ <box>482 764 618 789</box>
article <box>632 296 778 607</box>
article-paragraph: কর্মশালায় বিশেষজ্ঞরা বলেন, জলবায়ু তহবিলের ব্যবহারে স্বচ্ছতা নিশ্চিত করতে হবে। প্রকল্প প্রণয়নে স্থানীয় জনগণের মতামত নেওয়া এবং বাস্তবায়নে জবাবদিহি নিশ্চিত করার সুপারিশ করেন তাঁরা। <box>477 519 623 556</box>
continued-from-label: প্রথম পৃষ্ঠার পর <box>683 627 727 637</box>
article-headline: জলবায়ু পরিকল্পনা বাস্তবায়নে দরকার <box>490 371 610 396</box>
article-paragraph: ব্যবসায়ীরা জানান, টানা ছুটিতে বন্দরে কয়েকশ পণ্যবাহী ট্রাক আটকা পড়েছিল। শনিবার সকাল থেকে পণ্য খালাস শুরু হওয়ায় ভোগান্তি কমেছে। তবে কাঁচামালবাহী ট্রাক অগ্রাধিকার ভিত্তিতে ছাড় করা হচ্ছে। <box>167 255 313 301</box>
